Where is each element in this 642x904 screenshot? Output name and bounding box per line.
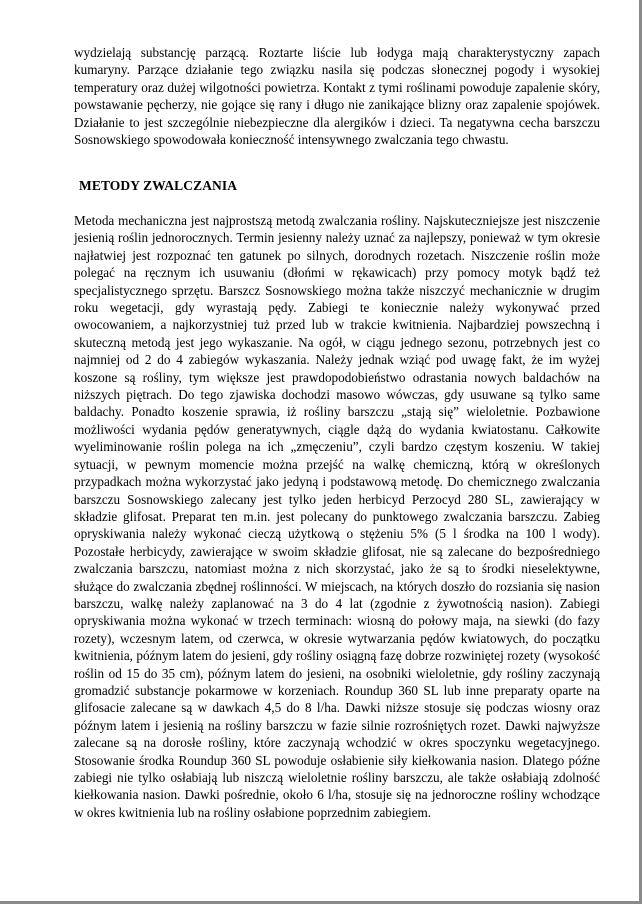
section-heading: METODY ZWALCZANIA <box>79 178 238 193</box>
intro-paragraph: wydzielają substancję parzącą. Roztarte liście lub łodyga mają charakterystyczny zapach kumaryny. Parzące działanie tego związku nasila się podczas słonecznej pogody i wysokiej temperatury oraz dużej wilgotności powietrza. Kontakt z tymi roślinami powoduje zapalenie skóry, powstawanie pęcherzy, nie gojące się rany i długo nie zanikające blizny oraz zapalenie spojówek. Działanie to jest szczególnie niebezpieczne dla alergików i dzieci. Ta negatywna cecha barszczu Sosnowskiego spowodowała konieczność intensywnego zwalczania tego chwastu. <box>74 45 600 148</box>
methods-paragraph: Metoda mechaniczna jest najprostszą metodą zwalczania rośliny. Najskuteczniejsze jest niszczenie jesienią roślin jednorocznych. Termin jesienny należy uznać za najlepszy, ponieważ w tym okresie najłatwiej jest rozpoznać ten gatunek po silnych, dorodnych rozetach. Niszczenie roślin może polegać na ręcznym ich usuwaniu (dłońmi w rękawicach) przy pomocy motyk bądź też specjalistycznego sprzętu. Barszcz Sosnowskiego można także niszczyć mechanicznie w drugim roku wegetacji, gdy wyrastają pędy. Zabiegi te koniecznie należy wykonywać przed owocowaniem, a najkorzystniej tuż przed lub w trakcie kwitnienia. Najbardziej powszechną i skuteczną metodą jest jego wykaszanie. Na ogół, w ciągu jednego sezonu, potrzebnych jest co najmniej od 2 do 4 zabiegów wykaszania. Należy jednak wziąć pod uwagę fakt, że im wyżej koszone są rośliny, tym większe jest prawdopodobieństwo odrastania nowych baldachów na niższych piętrach. Do tego zjawiska dochodzi masowo wówczas, gdy usuwane są tylko same baldachy. Ponadto koszenie sprawia, iż rośliny barszczu „stają się” wieloletnie. Pozbawione możliwości wydania pędów generatywnych, ciągle dążą do wydania kwiatostanu. Całkowite wyeliminowanie roślin polega na ich „zmęczeniu”, czyli bardzo częstym koszeniu. W takiej sytuacji, w pewnym momencie można przejść na walkę chemiczną, którą w określonych przypadkach można wykorzystać jako jedyną i podstawową metodę. Do chemicznego zwalczania barszczu Sosnowskiego zalecany jest tylko jeden herbicyd Perzocyd 280 SL, zawierający w składzie glifosat. Preparat ten m.in. jest polecany do punktowego zwalczania barszczu. Zabieg opryskiwania należy wykonać cieczą użytkową o stężeniu 5% (5 l środka na 100 l wody). Pozostałe herbicydy, zawierające w swoim składzie glifosat, nie są zalecane do bezpośredniego zwalczania barszczu, natomiast można z nich skorzystać, jako że są to środki nieselektywne, służące do zwalczania zbędnej roślinności. W miejscach, na których doszło do rozsiania się nasion barszczu, walkę należy zaplanować na 3 do 4 lat (zgodnie z żywotnością nasion). Zabiegi opryskiwania można wykonać w trzech terminach: wiosną do połowy maja, na siewki (do fazy rozety), wczesnym latem, od czerwca, w okresie wytwarzania pędów kwiatowych, do początku kwitnienia, późnym latem do jesieni, gdy rośliny osiągną fazę dobrze rozwiniętej rozety (wysokość roślin od 15 do 35 cm), późnym latem do jesieni, na osobniki wieloletnie, gdy rośliny zaczynają gromadzić substancje pokarmowe w korzeniach. Roundup 360 SL lub inne preparaty oparte na glifosacie zalecane są w dawkach 4,5 do 8 l/ha. Dawki niższe stosuje się podczas wiosny oraz późnym latem i jesienią na rośliny barszczu w fazie silnie rozrośniętych rozet. Dawki najwyższe zalecane są na dorosłe rośliny, które zaczynają wchodzić w okres spoczynku wegetacyjnego. Stosowanie środka Roundup 360 SL powoduje osłabienie siły kiełkowania nasion. Dlatego późne zabiegi nie tylko osłabiają lub niszczą wieloletnie rośliny barszczu, ale także osłabiają zdolność kiełkowania nasion. Dawki pośrednie, około 6 l/ha, stosuje się na jednoroczne rośliny wchodzące w okres kwitnienia lub na rośliny osłabione poprzednim zabiegiem. <box>74 213 600 820</box>
